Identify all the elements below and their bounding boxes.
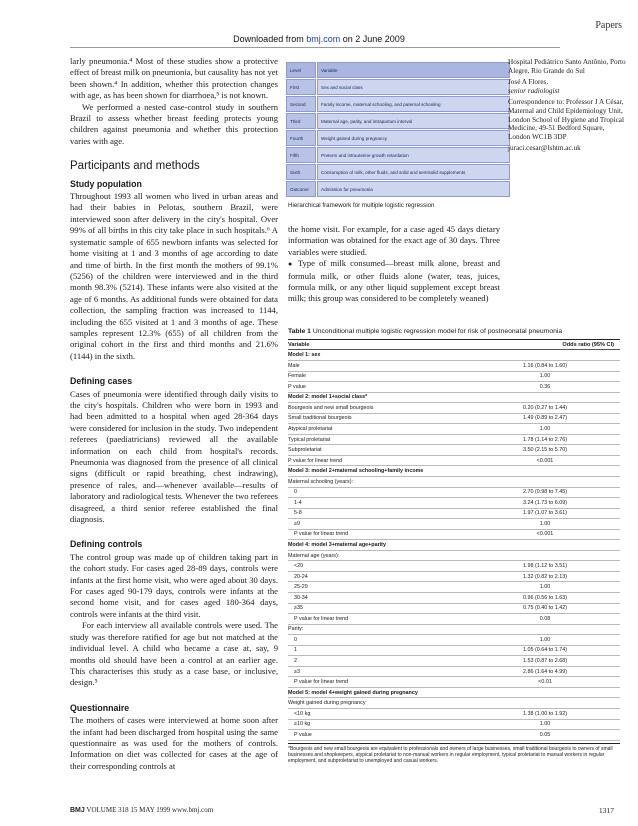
- table-cell-variable: Model 4: model 3+maternal age+parity: [288, 542, 386, 549]
- table-header: [288, 339, 620, 350]
- table-cell-odds-ratio: <0.001: [536, 531, 554, 538]
- table-row: [288, 424, 620, 435]
- table-row: [288, 646, 620, 657]
- page-number: 1317: [598, 806, 614, 815]
- questionnaire-text: The mothers of cases were interviewed at home soon after the infant had been discharged from hospital using the same questionnaire as was used for the mothers of controls. Information on diet was collected for cases at the age of their corresponding controls at: [70, 715, 278, 771]
- correspondence-email[interactable]: juraci.cesar@lshtm.ac.uk: [508, 144, 581, 153]
- framework-level: Fifth: [286, 147, 316, 163]
- table-cell-variable: <20: [294, 563, 304, 570]
- table-cell-odds-ratio: <0.001: [536, 457, 554, 464]
- framework-row: [286, 96, 510, 112]
- table-row: [288, 509, 620, 520]
- table-model-row: [288, 393, 620, 404]
- table-cell-odds-ratio: 0.75 (0.40 to 1.42): [522, 605, 568, 612]
- table-row: [288, 435, 620, 446]
- table-cell-odds-ratio: 1.53 (0.87 to 2.68): [522, 658, 568, 665]
- table-cell-variable: Maternal age (years):: [288, 552, 340, 559]
- table-cell-variable: 0: [294, 636, 297, 643]
- table-row: [288, 561, 620, 572]
- table-title: [288, 328, 620, 336]
- table-row: [288, 477, 620, 488]
- table-cell-variable: Typical proletariat: [288, 436, 331, 443]
- table-cell-variable: 2: [294, 658, 297, 665]
- affiliation: Hospital Pediátrico Santo Antônio, Porto Alegre, Rio Grande do Sul: [508, 58, 626, 75]
- table-cell-odds-ratio: 1.49 (0.89 to 2.47): [522, 415, 568, 422]
- table-cell-variable: 5-8: [294, 510, 302, 517]
- table-cell-odds-ratio: 1.00: [539, 520, 551, 527]
- table-cell-variable: Small traditional bourgeois: [288, 415, 352, 422]
- table-footnote: *Bourgeois and new small bourgeois are equivalent to professionals and owners of large businesses, small traditional bourgeois to owners of small businesses and shopkeepers, atypical proletariat to non-manual workers in regular employment, typical proletariat to manual workers in regular employment, and subproletariat to unemployed and casual workers.: [288, 743, 620, 765]
- table-cell-variable: ≥3: [294, 668, 300, 675]
- table-row: [288, 720, 620, 731]
- table-row: [288, 593, 620, 604]
- table-cell-odds-ratio: 1.32 (0.82 to 2.13): [522, 573, 568, 580]
- framework-variable: Maternal age, parity, and intrapartum interval: [317, 113, 510, 129]
- table-row: [288, 730, 620, 741]
- table-cell-variable: Subproletariat: [288, 447, 322, 454]
- header-divider: [70, 47, 560, 48]
- table-row: [288, 604, 620, 615]
- table-cell-variable: Model 5: model 4+weight gained during pregnancy: [288, 689, 418, 696]
- framework-variable: Admission for pneumonia: [317, 181, 510, 197]
- table-cell-variable: Bourgeois and new small bourgeois: [288, 404, 374, 411]
- table-row: [288, 698, 620, 709]
- framework-row: [286, 130, 510, 146]
- framework-row: [286, 164, 510, 180]
- table-title-text: Unconditional multiple logistic regression model for risk of postneonatal pneumonia: [312, 328, 563, 335]
- download-prefix: Downloaded from: [233, 34, 304, 44]
- table-cell-variable: Male: [288, 362, 300, 369]
- table-cell-variable: P value: [294, 731, 312, 738]
- table-cell-variable: ≥9: [294, 520, 300, 527]
- table-cell-variable: <10 kg: [294, 710, 311, 717]
- framework-row: [286, 181, 510, 197]
- table-row: [288, 456, 620, 467]
- table-label: Table 1: [288, 328, 311, 335]
- table-cell-odds-ratio: 1.38 (1.00 to 1.92): [522, 710, 568, 717]
- table-cell-odds-ratio: 2.70 (0.98 to 7.45): [522, 489, 568, 496]
- table-cell-variable: P value for linear trend: [288, 457, 343, 464]
- table-cell-variable: ≥35: [294, 605, 303, 612]
- download-notice: [0, 34, 638, 44]
- table-cell-variable: P value: [288, 383, 306, 390]
- table-row: [288, 530, 620, 541]
- table-cell-odds-ratio: 1.16 (0.84 to 1.60): [522, 362, 568, 369]
- table-row: [288, 572, 620, 583]
- table-cell-odds-ratio: 1.98 (1.12 to 3.51): [522, 563, 568, 570]
- footer-journal-name: BMJ: [70, 807, 85, 814]
- table-cell-odds-ratio: <0.01: [538, 679, 552, 686]
- table-cell-variable: Model 2: model 1+social class*: [288, 394, 368, 401]
- study-population-text: Throughout 1993 all women who lived in urban areas and had their babies in Pelotas, southern Brazil, were interviewed soon after delivery in the city's hospital. Over 99% of all births in this city take place in such hospitals.⁶ A systematic sample of 655 newborn infants was selected for home visiting at 1 and 3 months of age according to date and time of birth. In the first month the mothers of 99.1% (5256) of the children were interviewed and in the third month 98.3% (5214). These infants were also visited at the age of 6 months. As additional funds were obtained for data collection, the sampling fraction was increased to 1144, including the 655 visited at 1 and 3 months of age. These samples represent 12.3% (655) of all children from the original cohort in the first and third months and 21.6% (1144) in the sixth.: [70, 191, 278, 361]
- right-column-text: [288, 224, 500, 305]
- framework-row: [286, 113, 510, 129]
- table-row: [288, 361, 620, 372]
- table-cell-variable: Female: [288, 373, 306, 380]
- table-cell-variable: Maternal schooling (years):: [288, 478, 354, 485]
- framework-level: First: [286, 79, 316, 95]
- section-label: Papers: [595, 20, 622, 31]
- table-row: [288, 414, 620, 425]
- framework-header-row: [286, 62, 510, 78]
- table-cell-variable: 1: [294, 647, 297, 654]
- framework-variable: Sex and social class: [317, 79, 510, 95]
- table-cell-odds-ratio: 1.05 (0.64 to 1.74): [522, 647, 568, 654]
- table-cell-variable: 25-29: [294, 584, 308, 591]
- framework-variable: Consumption of milk, other fluids, and solid and semisolid supplements: [317, 164, 510, 180]
- table-col-odds-ratio: Odds ratio (95% CI): [562, 341, 614, 348]
- table-row: [288, 656, 620, 667]
- table-row: [288, 382, 620, 393]
- footer-issue: VOLUME 318 15 MAY 1999 www.bmj.com: [86, 806, 214, 814]
- table-cell-odds-ratio: 3.24 (1.73 to 6.09): [522, 499, 568, 506]
- author-role: senior radiologist: [508, 86, 560, 95]
- left-column: [70, 56, 278, 772]
- defining-controls-heading: Defining controls: [70, 539, 143, 550]
- table-row: [288, 519, 620, 530]
- author-name: José A Flores,: [508, 78, 549, 87]
- table-cell-variable: Model 3: model 2+maternal schooling+family income: [288, 468, 424, 475]
- table-1: [288, 328, 620, 765]
- table-cell-odds-ratio: 1.97 (1.07 to 3.61): [522, 510, 568, 517]
- defining-cases-text: Cases of pneumonia were identified through daily visits to the city's hospitals. Children who were born in 1993 and had been admitted to a hospital when aged 28-364 days were considered for inclusion in the study. Two independent referees (paediatricians) reviewed all the available information on each child from hospital's records. Pneumonia was diagnosed from the presence of all clinical signs (difficult or rapid breathing, chest indrawing), presence of rales, and—whenever available—results of laboratory and radiological tests. Whenever the two referees disagreed, a third senior referee established the final diagnosis.: [70, 388, 278, 525]
- intro-paragraph-2: We performed a nested case-control study in southern Brazil to assess whether breast feeding protects young children against pneumonia and whether this protection varies with age.: [70, 101, 278, 146]
- table-cell-odds-ratio: 1.00: [539, 636, 551, 643]
- table-row: [288, 498, 620, 509]
- framework-level: Second: [286, 96, 316, 112]
- table-row: [288, 551, 620, 562]
- framework-header-level: Level: [286, 62, 316, 78]
- table-cell-odds-ratio: 0.36: [539, 383, 551, 390]
- table-cell-odds-ratio: 0.08: [539, 615, 551, 622]
- table-cell-variable: P value for linear trend: [294, 679, 349, 686]
- table-model-row: [288, 466, 620, 477]
- table-cell-variable: 30-34: [294, 594, 308, 601]
- table-cell-odds-ratio: 0.20 (0.27 to 1.44): [522, 404, 568, 411]
- table-cell-variable: P value for linear trend: [294, 615, 349, 622]
- table-cell-odds-ratio: 2.86 (1.64 to 4.99): [522, 668, 568, 675]
- table-cell-odds-ratio: 1.00: [539, 584, 551, 591]
- table-row: [288, 625, 620, 636]
- table-cell-variable: 20-24: [294, 573, 308, 580]
- table-cell-odds-ratio: 3.50 (2.15 to 5.70): [522, 447, 568, 454]
- table-col-variable: Variable: [288, 341, 310, 348]
- defining-cases-heading: Defining cases: [70, 376, 133, 387]
- table-cell-odds-ratio: 1.78 (1.14 to 2.76): [522, 436, 568, 443]
- questionnaire-heading: Questionnaire: [70, 702, 130, 713]
- table-row: [288, 582, 620, 593]
- framework-level: Third: [286, 113, 316, 129]
- framework-level: Outcome: [286, 181, 316, 197]
- framework-row: [286, 147, 510, 163]
- correspondence: Correspondence to: Professor J A César, Maternal and Child Epidemiology Unit, London School of Hygiene and Tropical Medicine, 49-51 Bedford Square, London WC1B 3DP: [508, 98, 624, 141]
- table-model-row: [288, 350, 620, 361]
- right-paragraph-1: the home visit. For example, for a case aged 45 days dietary information was obtained for the exact age of 30 days. Three variables were studied.: [288, 224, 500, 257]
- table-row: [288, 488, 620, 499]
- table-row: [288, 403, 620, 414]
- intro-paragraph: larly pneumonia.⁴ Most of these studies show a protective effect of breast milk on pneumonia, but causality has not yet been shown.⁴ In addition, whether this protection changes with age, as has been shown for diarrhoea,⁵ is not known.: [70, 56, 278, 101]
- table-model-row: [288, 688, 620, 699]
- framework-level: Sixth: [286, 164, 316, 180]
- table-row: [288, 677, 620, 688]
- author-sidebar: [508, 58, 626, 156]
- framework-variable: Preterm and intrauterine growth retardation: [317, 147, 510, 163]
- framework-caption: Hierarchical framework for multiple logistic regression: [288, 202, 435, 209]
- table-cell-variable: ≥10 kg: [294, 721, 311, 728]
- defining-controls-text-2: For each interview all available controls were used. The study was therefore ratified for age but not matched at the individual level. A child who became a case at, say, 9 months old should have been a control at an earlier age. This characterises this study as a case base, or inclusive, design.⁵: [70, 620, 278, 688]
- framework-variable: Family income, maternal schooling, and paternal schooling: [317, 96, 510, 112]
- table-model-row: [288, 540, 620, 551]
- table-cell-odds-ratio: 1.00: [539, 721, 551, 728]
- table-cell-odds-ratio: 1.00: [539, 373, 551, 380]
- framework-level: Fourth: [286, 130, 316, 146]
- defining-controls-text: The control group was made up of children taking part in the cohort study. For cases aged 28-89 days, controls were infants at the first home visit, who were aged about 30 days. For cases aged 90-179 days, controls were infants at the second home visit, and for cases aged 180-364 days, controls were infants at the third visit.: [70, 551, 278, 619]
- table-row: [288, 709, 620, 720]
- table-cell-variable: Parity:: [288, 626, 304, 633]
- table-cell-variable: Model 1: sex: [288, 352, 321, 359]
- study-population-heading: Study population: [70, 178, 142, 189]
- table-row: [288, 667, 620, 678]
- footer-journal: [70, 806, 213, 814]
- section-heading: Participants and methods: [70, 160, 200, 173]
- table-row: [288, 635, 620, 646]
- table-cell-variable: Weight gained during pregnancy: [288, 700, 366, 707]
- table-cell-odds-ratio: 0.05: [539, 731, 551, 738]
- table-cell-variable: P value for linear trend: [294, 531, 349, 538]
- table-cell-variable: Atypical proletariat: [288, 426, 333, 432]
- table-cell-variable: 0: [294, 489, 297, 496]
- download-link[interactable]: bmj.com: [306, 34, 341, 44]
- right-paragraph-2: ● Type of milk consumed—breast milk alone, breast and formula milk, or other fluids alone (water, teas, juices, formula milk, or any other liquid supplement except breast milk; this group was considered to be completely weaned): [288, 258, 500, 305]
- table-cell-variable: 1-4: [294, 499, 302, 506]
- table-row: [288, 372, 620, 383]
- table-cell-odds-ratio: 1.00: [539, 426, 551, 432]
- table-cell-odds-ratio: 0.96 (0.56 to 1.63): [522, 594, 568, 601]
- download-suffix: on 2 June 2009: [342, 34, 405, 44]
- hierarchical-framework-figure: [286, 62, 510, 198]
- framework-header-variable: Variable: [317, 62, 510, 78]
- table-row: [288, 445, 620, 456]
- framework-variable: Weight gained during pregnancy: [317, 130, 510, 146]
- table-row: [288, 614, 620, 625]
- framework-row: [286, 79, 510, 95]
